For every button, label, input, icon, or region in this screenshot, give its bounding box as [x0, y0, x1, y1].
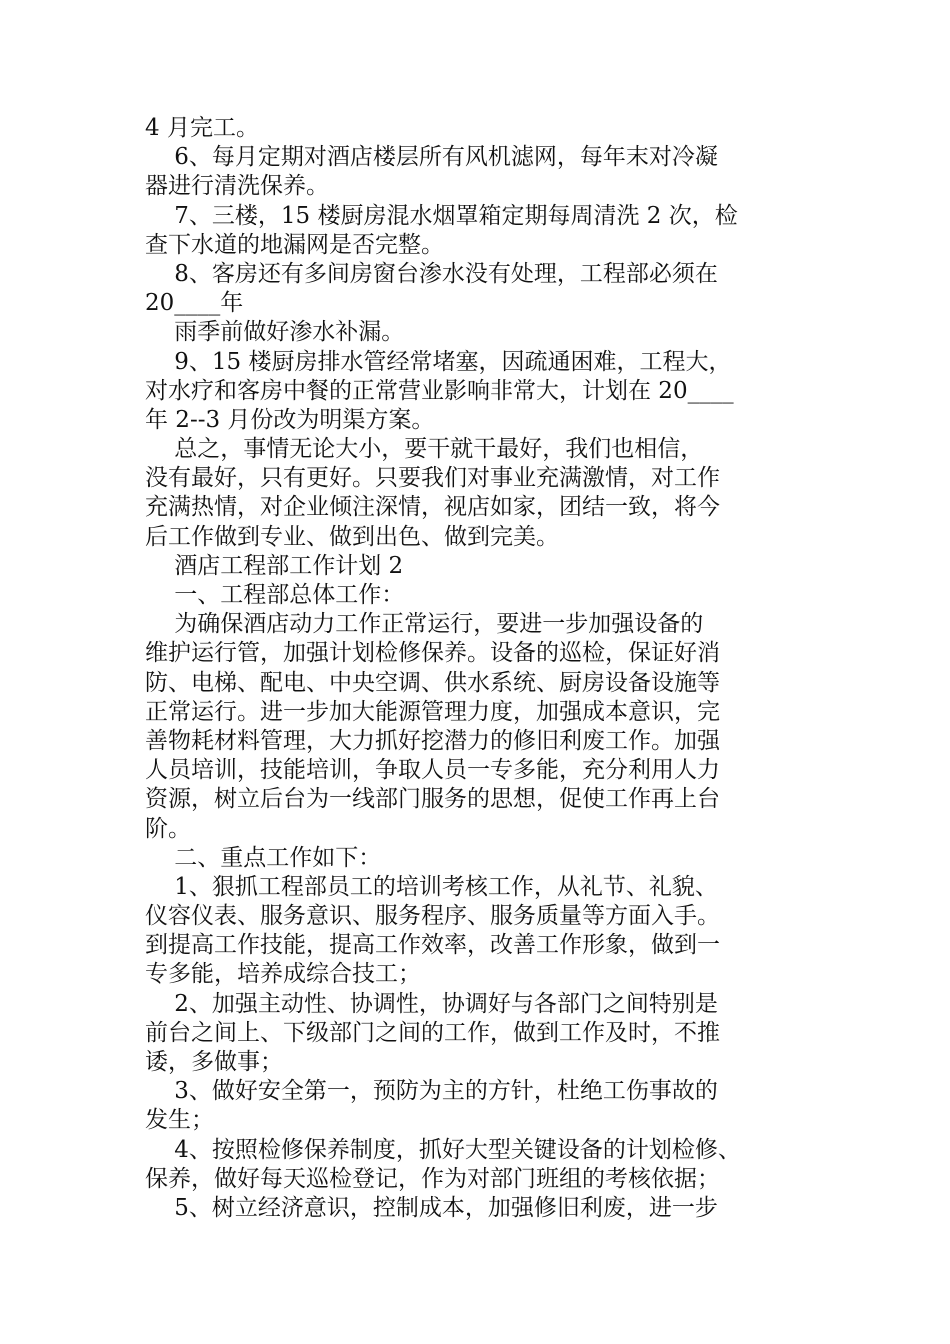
text-line: 年 2--3 月份改为明渠方案。	[145, 406, 435, 433]
text-line: 查下水道的地漏网是否完整。	[145, 231, 444, 258]
text-line: 专多能，培养成综合技工；	[145, 961, 421, 988]
text-line: 阶。	[145, 815, 191, 842]
text-line: 保养，做好每天巡检登记，作为对部门班组的考核依据；	[145, 1165, 720, 1192]
text-line: 维护运行管，加强计划检修保养。设备的巡检，保证好消	[145, 640, 720, 667]
text-line: 4 月完工。	[145, 115, 259, 141]
text-line: 正常运行。进一步加大能源管理力度，加强成本意识，完	[145, 698, 720, 725]
text-line: 4、按照检修保养制度，抓好大型关键设备的计划检修、	[145, 1136, 741, 1163]
text-line: 诿，多做事；	[145, 1049, 283, 1075]
text-line: 2、加强主动性、协调性，协调好与各部门之间特别是	[145, 990, 718, 1017]
text-line: 6、每月定期对酒店楼层所有风机滤网，每年末对冷凝	[145, 144, 718, 171]
text-line: 20____年	[145, 290, 244, 317]
text-line: 8、客房还有多间房窗台渗水没有处理，工程部必须在	[145, 260, 718, 287]
text-line: 9、15 楼厨房排水管经常堵塞，因疏通困难，工程大，	[145, 348, 732, 375]
text-line: 总之，事情无论大小，要干就干最好，我们也相信，	[145, 436, 704, 463]
text-line: 善物耗材料管理，大力抓好挖潜力的修旧利废工作。加强	[145, 727, 720, 754]
text-line: 为确保酒店动力工作正常运行，要进一步加强设备的	[145, 611, 704, 638]
text-line: 对水疗和客房中餐的正常营业影响非常大，计划在 20____	[145, 377, 734, 404]
section-heading: 二、重点工作如下：	[145, 844, 382, 871]
text-line: 资源，树立后台为一线部门服务的思想，促使工作再上台	[145, 786, 720, 813]
text-line: 后工作做到专业、做到出色、做到完美。	[145, 523, 559, 550]
text-line: 发生；	[145, 1107, 214, 1134]
text-line: 3、做好安全第一，预防为主的方针，杜绝工伤事故的	[145, 1078, 718, 1105]
text-line: 前台之间上、下级部门之间的工作，做到工作及时，不推	[145, 1019, 720, 1046]
text-line: 人员培训，技能培训，争取人员一专多能，充分利用人力	[145, 757, 720, 784]
text-line: 没有最好，只有更好。只要我们对事业充满激情，对工作	[145, 465, 720, 492]
text-line: 仪容仪表、服务意识、服务程序、服务质量等方面入手。	[145, 903, 720, 930]
text-line: 到提高工作技能，提高工作效率，改善工作形象，做到一	[145, 932, 720, 959]
text-line: 5、树立经济意识，控制成本，加强修旧利废，进一步	[145, 1194, 718, 1221]
text-line: 7、三楼，15 楼厨房混水烟罩箱定期每周清洗 2 次，检	[145, 202, 738, 229]
document-body	[145, 114, 815, 1223]
section-title: 酒店工程部工作计划 2	[145, 552, 404, 579]
text-line: 1、狠抓工程部员工的培训考核工作，从礼节、礼貌、	[145, 873, 718, 900]
text-line: 雨季前做好渗水补漏。	[145, 319, 405, 346]
text-line: 防、电梯、配电、中央空调、供水系统、厨房设备设施等	[145, 669, 720, 696]
section-heading: 一、工程部总体工作：	[145, 582, 405, 608]
text-line: 充满热情，对企业倾注深情，视店如家，团结一致，将今	[145, 494, 720, 521]
text-line: 器进行清洗保养。	[145, 173, 329, 200]
